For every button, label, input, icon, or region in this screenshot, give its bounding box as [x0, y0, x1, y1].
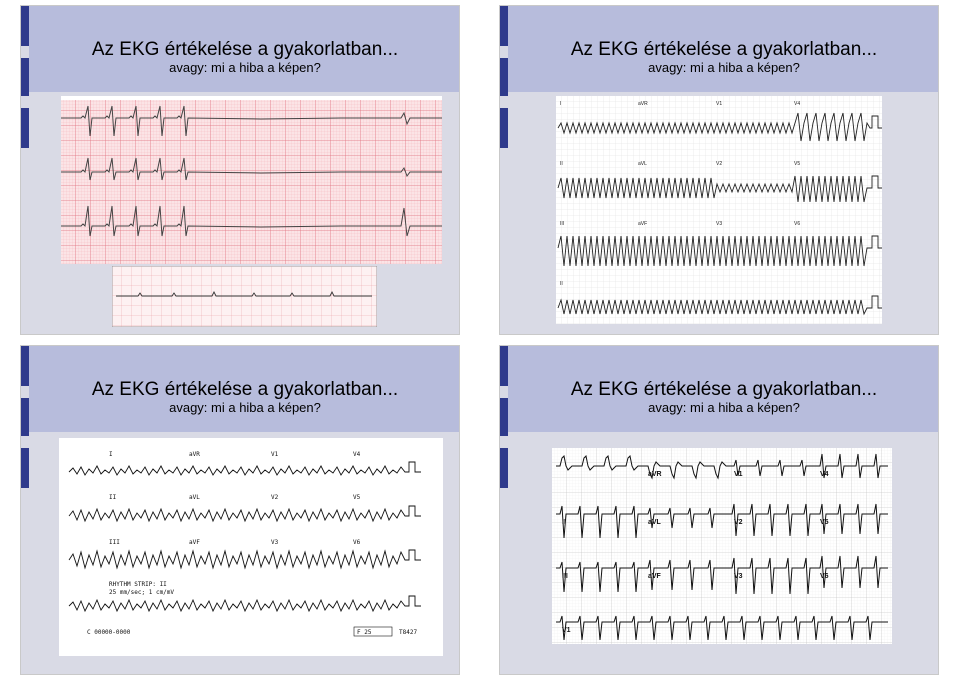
- slide-title: Az EKG értékelése a gyakorlatban...: [91, 39, 399, 60]
- lead-label: V1: [562, 627, 571, 634]
- lead-label: V6: [794, 221, 801, 227]
- lead-label: V1: [271, 451, 279, 458]
- lead-label: II: [560, 281, 563, 287]
- lead-label: V2: [716, 161, 723, 167]
- left-bar: [21, 6, 29, 334]
- rhythm-strip-label: RHYTHM STRIP: II: [109, 581, 167, 588]
- lead-label: III: [562, 573, 568, 580]
- lead-label: I: [109, 451, 113, 458]
- slide-subtitle: avagy: mi a hiba a képen?: [169, 60, 321, 75]
- lead-label: aVR: [638, 101, 648, 107]
- slide-subtitle: avagy: mi a hiba a képen?: [648, 60, 800, 75]
- slide-title: Az EKG értékelése a gyakorlatban...: [570, 39, 878, 60]
- lead-label: V5: [820, 519, 829, 526]
- lead-label: V6: [353, 539, 361, 546]
- slide-2: [499, 5, 939, 335]
- lead-label: V6: [820, 573, 829, 580]
- lead-label: V5: [794, 161, 801, 167]
- left-bar: [500, 6, 508, 334]
- lead-label: V2: [271, 494, 279, 501]
- lead-label: I: [560, 101, 562, 107]
- footer-mid: F 25: [357, 629, 372, 636]
- lead-label: V4: [353, 451, 361, 458]
- slide-3: [20, 345, 460, 675]
- lead-label: V5: [353, 494, 361, 501]
- slide-1: [20, 5, 460, 335]
- ekg-image-main: [61, 96, 442, 264]
- lead-label: aVF: [648, 573, 661, 580]
- lead-label: aVR: [189, 451, 200, 458]
- lead-label: II: [109, 494, 117, 501]
- lead-label: III: [109, 539, 120, 546]
- left-bar: [500, 346, 508, 674]
- lead-label: aVL: [189, 494, 200, 501]
- ekg-image-12-lead: [552, 448, 892, 644]
- lead-label: aVL: [638, 161, 647, 167]
- ekg-image-12-lead: [556, 96, 882, 324]
- left-bar: [21, 346, 29, 674]
- slide-subtitle: avagy: mi a hiba a képen?: [169, 400, 321, 415]
- lead-label: aVL: [648, 519, 661, 526]
- footer-code: T8427: [399, 629, 418, 636]
- speed-label: 25 mm/sec; 1 cm/mV: [109, 589, 175, 596]
- lead-label: V1: [734, 471, 743, 478]
- ekg-rhythm-strip: [112, 266, 377, 327]
- footer-id: C 00000-0000: [87, 629, 131, 636]
- lead-label: V3: [716, 221, 723, 227]
- lead-label: V3: [271, 539, 279, 546]
- lead-label: V1: [716, 101, 723, 107]
- lead-label: III: [560, 221, 565, 227]
- lead-label: II: [560, 161, 563, 167]
- lead-label: aVR: [648, 471, 662, 478]
- slide-4: [499, 345, 939, 675]
- slide-title: Az EKG értékelése a gyakorlatban...: [91, 379, 399, 400]
- lead-label: V4: [794, 101, 801, 107]
- slide-subtitle: avagy: mi a hiba a képen?: [648, 400, 800, 415]
- lead-label: aVF: [638, 221, 648, 227]
- lead-label: V4: [820, 471, 829, 478]
- ekg-image-12-lead: [59, 438, 443, 656]
- slide-title: Az EKG értékelése a gyakorlatban...: [570, 379, 878, 400]
- lead-label: II: [562, 519, 566, 526]
- lead-label: aVF: [189, 539, 200, 546]
- lead-label: V3: [734, 573, 743, 580]
- lead-label: V2: [734, 519, 743, 526]
